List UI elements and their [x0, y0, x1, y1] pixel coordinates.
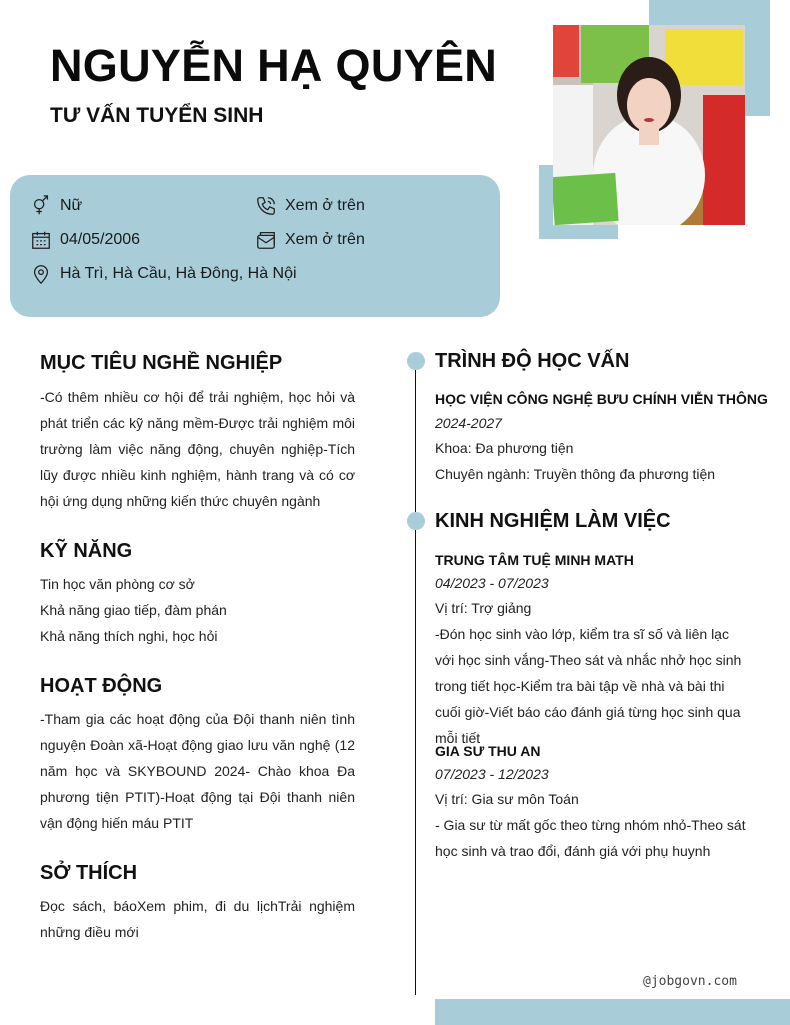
gender-item: [30, 195, 82, 217]
job-company: TRUNG TÂM TUỆ MINH MATH: [435, 552, 634, 568]
skills-title: KỸ NĂNG: [40, 540, 133, 562]
dob-item: [30, 229, 140, 251]
timeline-dot: [407, 512, 425, 530]
skill-item: Khả năng thích nghi, học hỏi: [40, 628, 218, 644]
skill-item: Khả năng giao tiếp, đàm phán: [40, 602, 227, 618]
contact-info-box: [10, 175, 500, 317]
watermark-text: @jobgovn.com: [643, 974, 737, 989]
calendar-icon: [30, 229, 52, 251]
address-item: [30, 263, 297, 285]
email-value: Xem ở trên: [285, 231, 365, 248]
objective-title: MỤC TIÊU NGHỀ NGHIỆP: [40, 352, 283, 374]
hobbies-title: SỞ THÍCH: [40, 862, 138, 884]
profile-photo: [553, 25, 745, 225]
job-description: -Đón học sinh vào lớp, kiểm tra sĩ số và liên lạc với học sinh vắng-Theo sát và nhắc nhở học sinh trong tiết học-Kiểm tra bài tập về nhà và bài thi cuối giờ-Viết báo cáo đánh giá từng học sinh qua mỗi tiết: [435, 626, 742, 746]
experience-title: KINH NGHIỆM LÀM VIỆC: [435, 510, 671, 532]
dob-value: 04/05/2006: [60, 231, 141, 248]
objective-text: -Có thêm nhiều cơ hội để trải nghiệm, học hỏi và phát triển các kỹ năng mềm-Được trải nghiệm môi trường làm việc năng động, chuyên nghiệp-Tích lũy được nhiều kinh nghiệm, hành trang và có cơ hội ứng dụng những kiến thức chuyên ngành: [40, 389, 355, 509]
job-position: Vị trí: Gia sư môn Toán: [435, 791, 579, 807]
email-icon: [255, 229, 277, 251]
school-name: HỌC VIỆN CÔNG NGHỆ BƯU CHÍNH VIỄN THÔNG: [435, 391, 768, 407]
education-period: 2024-2027: [435, 415, 502, 431]
job-company: GIA SƯ THU AN: [435, 743, 541, 759]
job-position: Vị trí: Trợ giảng: [435, 600, 532, 616]
education-title: TRÌNH ĐỘ HỌC VẤN: [435, 350, 630, 372]
skill-item: Tin học văn phòng cơ sở: [40, 576, 195, 592]
hobbies-text: Đọc sách, báoXem phim, đi du lịchTrải nghiệm những điều mới: [40, 898, 355, 940]
job-period: 04/2023 - 07/2023: [435, 575, 549, 591]
gender-icon: [30, 195, 52, 217]
gender-value: Nữ: [60, 197, 83, 214]
education-major: Chuyên ngành: Truyền thông đa phương tiện: [435, 466, 716, 482]
decor-block-bottom: [435, 999, 790, 1025]
activities-title: HOẠT ĐỘNG: [40, 675, 163, 697]
timeline-dot: [407, 352, 425, 370]
education-faculty: Khoa: Đa phương tiện: [435, 440, 574, 456]
email-item: [255, 229, 365, 251]
phone-value: Xem ở trên: [285, 197, 365, 214]
job-title: TƯ VẤN TUYỂN SINH: [50, 104, 264, 127]
location-pin-icon: [30, 263, 52, 285]
job-period: 07/2023 - 12/2023: [435, 766, 549, 782]
phone-item: [255, 195, 365, 217]
job-description: - Gia sư từ mất gốc theo từng nhóm nhỏ-Theo sát học sinh và trao đổi, đánh giá với phụ huynh: [435, 817, 746, 859]
address-value: Hà Trì, Hà Cầu, Hà Đông, Hà Nội: [60, 265, 297, 282]
activities-text: -Tham gia các hoạt động của Đội thanh niên tình nguyện Đoàn xã-Hoạt động giao lưu văn nghệ (12 năm học và SKYBOUND 2024- Chào khoa Đa phương tiện PTIT)-Hoạt động tại Đội thanh niên vận động hiến máu PTIT: [40, 711, 355, 831]
candidate-name: NGUYỄN HẠ QUYÊN: [50, 40, 498, 91]
phone-icon: [255, 195, 277, 217]
timeline-line: [415, 355, 416, 995]
